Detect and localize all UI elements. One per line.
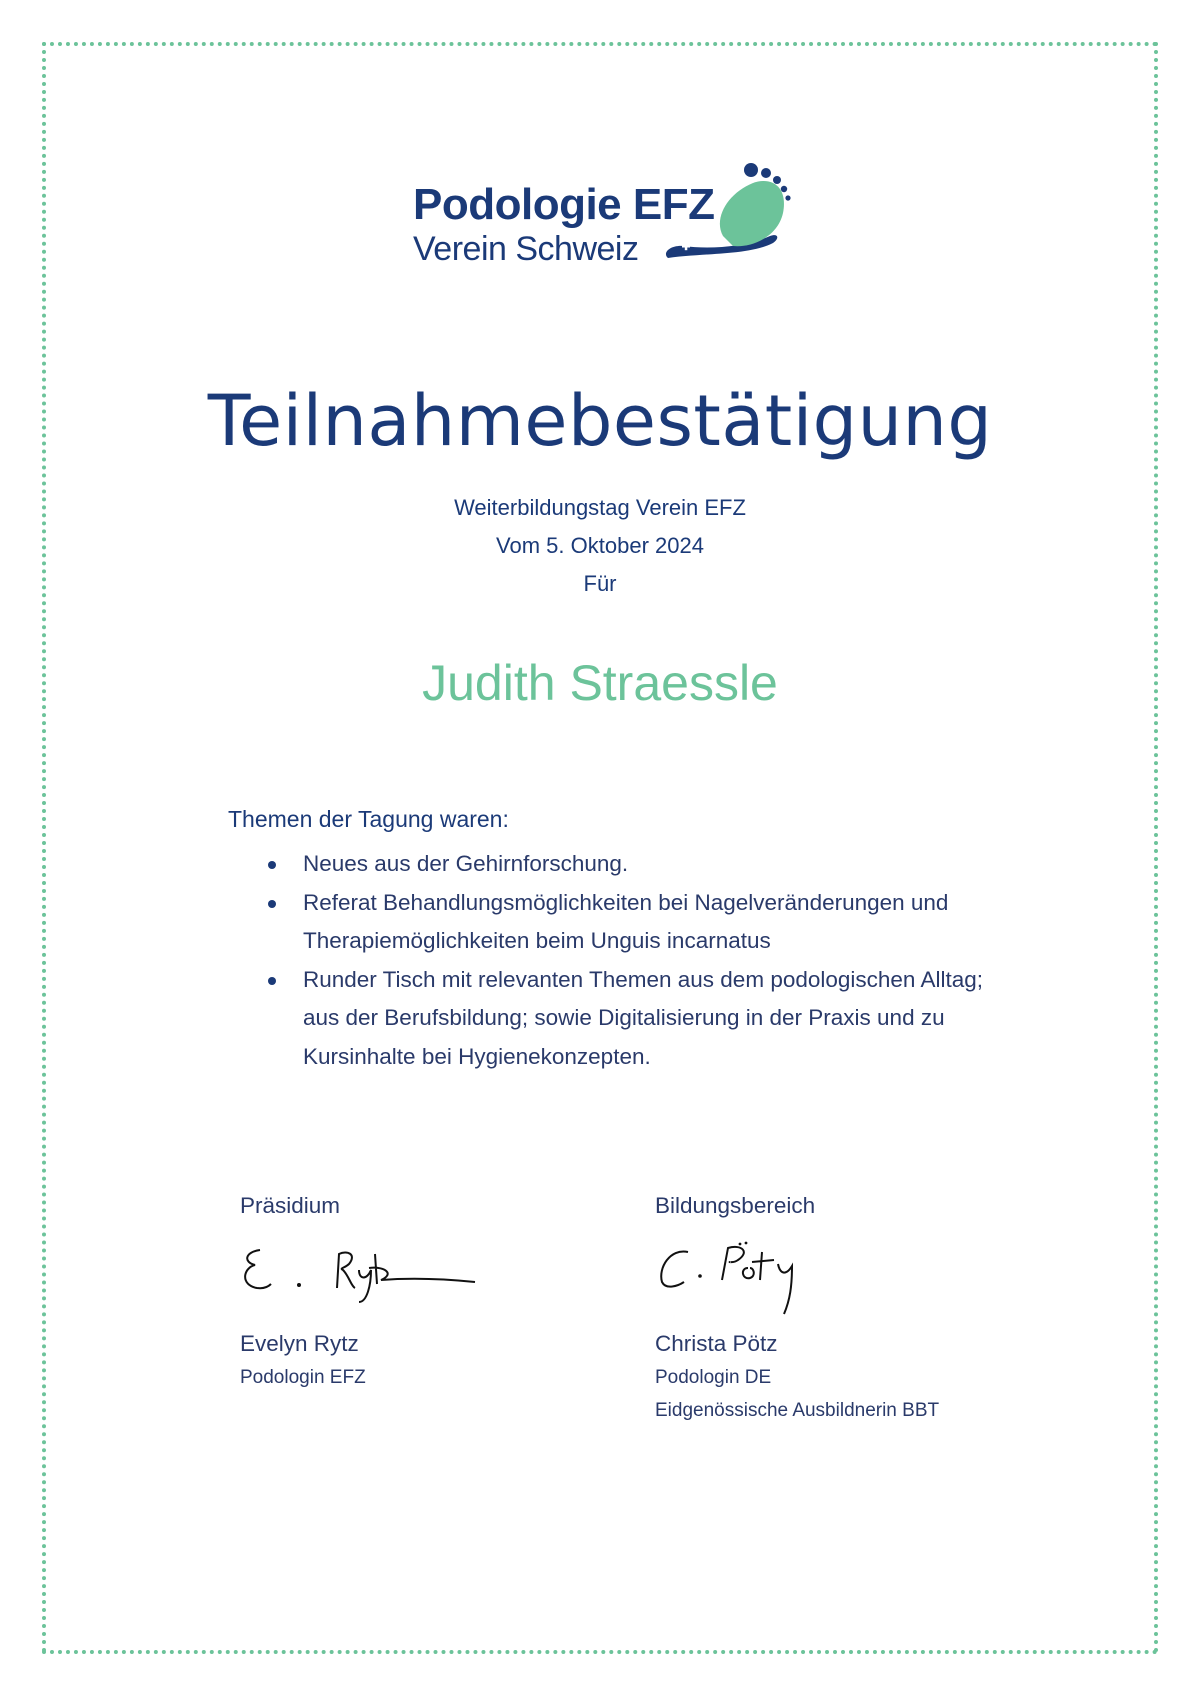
signatory-title: Podologin EFZ <box>240 1367 366 1388</box>
signatory-name: Christa Pötz <box>655 1331 778 1356</box>
event-date: Vom 5. Oktober 2024 <box>496 533 704 558</box>
logo-line-2: Verein Schweiz <box>413 230 639 268</box>
bullet-icon <box>268 977 276 985</box>
topic-line: Kursinhalte bei Hygienekonzepten. <box>303 1043 651 1069</box>
signature-role: Bildungsbereich <box>655 1193 816 1218</box>
list-item <box>228 961 1028 1077</box>
signatory-left <box>240 1331 640 1394</box>
event-name: Weiterbildungstag Verein EFZ <box>454 495 746 520</box>
signature-image-left <box>235 1240 480 1320</box>
signatory-right <box>655 1331 1055 1427</box>
signature-role: Präsidium <box>240 1193 341 1218</box>
for-label: Für <box>583 571 617 596</box>
bullet-icon <box>268 900 276 908</box>
bullet-icon <box>268 861 276 869</box>
topic-line: Therapiemöglichkeiten beim Unguis incarnatus <box>303 928 771 953</box>
topics-heading: Themen der Tagung waren: <box>228 806 509 832</box>
foot-icon <box>658 158 803 278</box>
topic-line: aus der Berufsbildung; sowie Digitalisierung in der Praxis und zu <box>303 1005 945 1030</box>
topic-line: Referat Behandlungsmöglichkeiten bei Nagelveränderungen und <box>303 889 949 915</box>
topic-line: Neues aus der Gehirnforschung. <box>303 851 629 876</box>
signatory-name: Evelyn Rytz <box>240 1331 359 1356</box>
signature-image-right <box>650 1238 830 1320</box>
signatory-title: Eidgenössische Ausbildnerin BBT <box>655 1400 940 1421</box>
signatory-title: Podologin DE <box>655 1367 772 1388</box>
signature-block-left <box>240 1193 640 1219</box>
topics-list <box>228 845 1028 1076</box>
recipient-name: Judith Straessle <box>422 655 778 711</box>
signature-block-right <box>655 1193 1055 1219</box>
list-item <box>228 845 1028 884</box>
certificate-title: Teilnahmebestätigung <box>207 380 993 462</box>
list-item <box>228 884 1028 961</box>
topic-line: Runder Tisch mit relevanten Themen aus dem podologischen Alltag; <box>303 966 983 992</box>
logo <box>405 158 805 278</box>
logo-line-1: Podologie EFZ <box>413 180 715 229</box>
